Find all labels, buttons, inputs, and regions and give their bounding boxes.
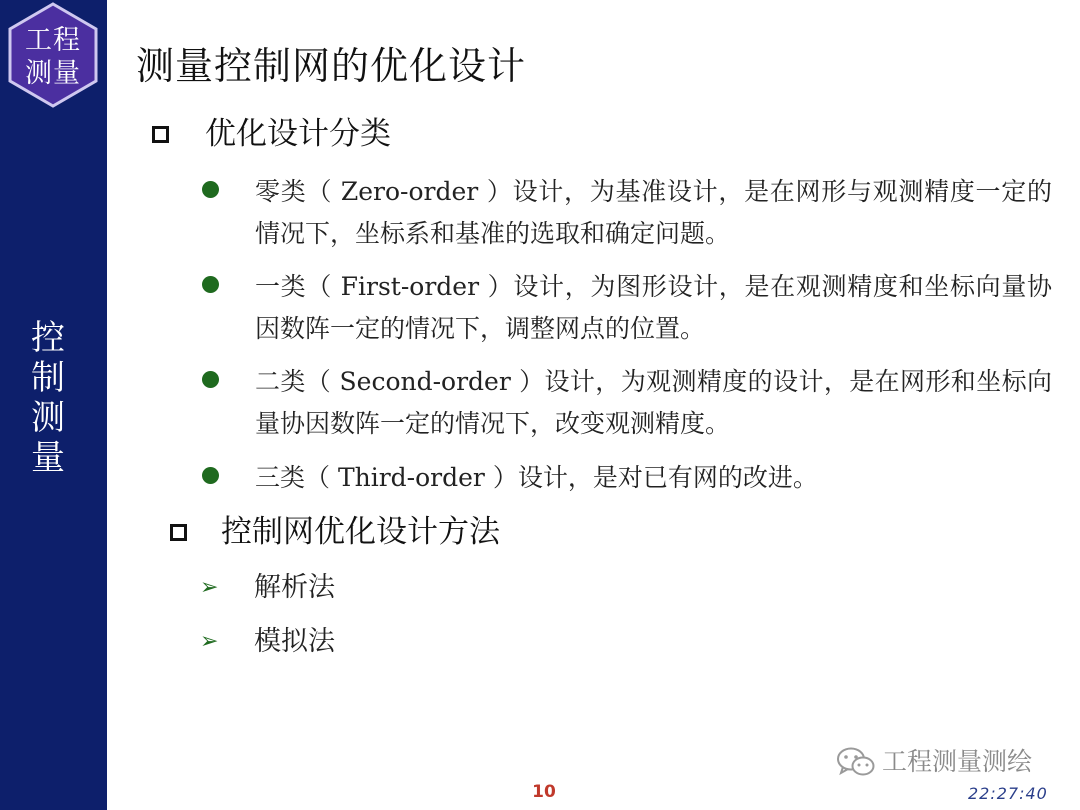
list-item-text: 三类（ Third-order ）设计，是对已有网的改进。 xyxy=(255,463,818,492)
section-heading-methods xyxy=(170,512,500,552)
list-item xyxy=(202,361,1052,445)
list-item xyxy=(202,266,1052,350)
sub-item-text: 解析法 xyxy=(254,572,335,603)
list-item-text: 零类（ Zero-order ）设计，为基准设计，是在网形与观测精度一定的情况下，坐标系和基准的选取和确定问题。 xyxy=(255,177,1052,248)
sidebar-title xyxy=(0,318,96,478)
sub-item xyxy=(200,624,335,660)
sidebar xyxy=(0,0,107,810)
page-number: 10 xyxy=(532,782,556,802)
clock: 22:27:40 xyxy=(968,784,1048,803)
arrowhead-icon: ➢ xyxy=(200,575,219,600)
filled-circle-icon xyxy=(202,371,219,388)
sub-item xyxy=(200,570,335,606)
list-item xyxy=(202,457,1052,499)
list-item xyxy=(202,171,1052,255)
badge-line-1: 工程 xyxy=(25,25,81,56)
list-item-text: 二类（ Second-order ）设计，为观测精度的设计，是在网形和坐标向量协因数阵一定的情况下，改变观测精度。 xyxy=(255,367,1052,438)
filled-circle-icon xyxy=(202,276,219,293)
sub-item-text: 模拟法 xyxy=(254,626,335,657)
badge xyxy=(7,2,99,108)
sidebar-title-char: 制 xyxy=(31,358,65,398)
watermark xyxy=(836,745,1032,779)
section-heading-text: 优化设计分类 xyxy=(205,116,391,152)
filled-circle-icon xyxy=(202,181,219,198)
list-item-text: 一类（ First-order ）设计，为图形设计，是在观测精度和坐标向量协因数阵一定的情况下，调整网点的位置。 xyxy=(255,272,1052,343)
hollow-square-icon xyxy=(170,524,187,541)
section-heading-text: 控制网优化设计方法 xyxy=(221,514,500,550)
sidebar-title-char: 控 xyxy=(31,318,65,358)
filled-circle-icon xyxy=(202,467,219,484)
badge-line-2: 测量 xyxy=(25,58,81,89)
section-heading-classification xyxy=(152,114,391,154)
watermark-text: 工程测量测绘 xyxy=(882,747,1033,776)
wechat-icon xyxy=(836,746,876,778)
sidebar-title-char: 量 xyxy=(31,438,65,478)
hollow-square-icon xyxy=(152,126,169,143)
sidebar-title-char: 测 xyxy=(31,398,65,438)
arrowhead-icon: ➢ xyxy=(200,629,219,654)
page-title: 测量控制网的优化设计 xyxy=(136,44,527,88)
